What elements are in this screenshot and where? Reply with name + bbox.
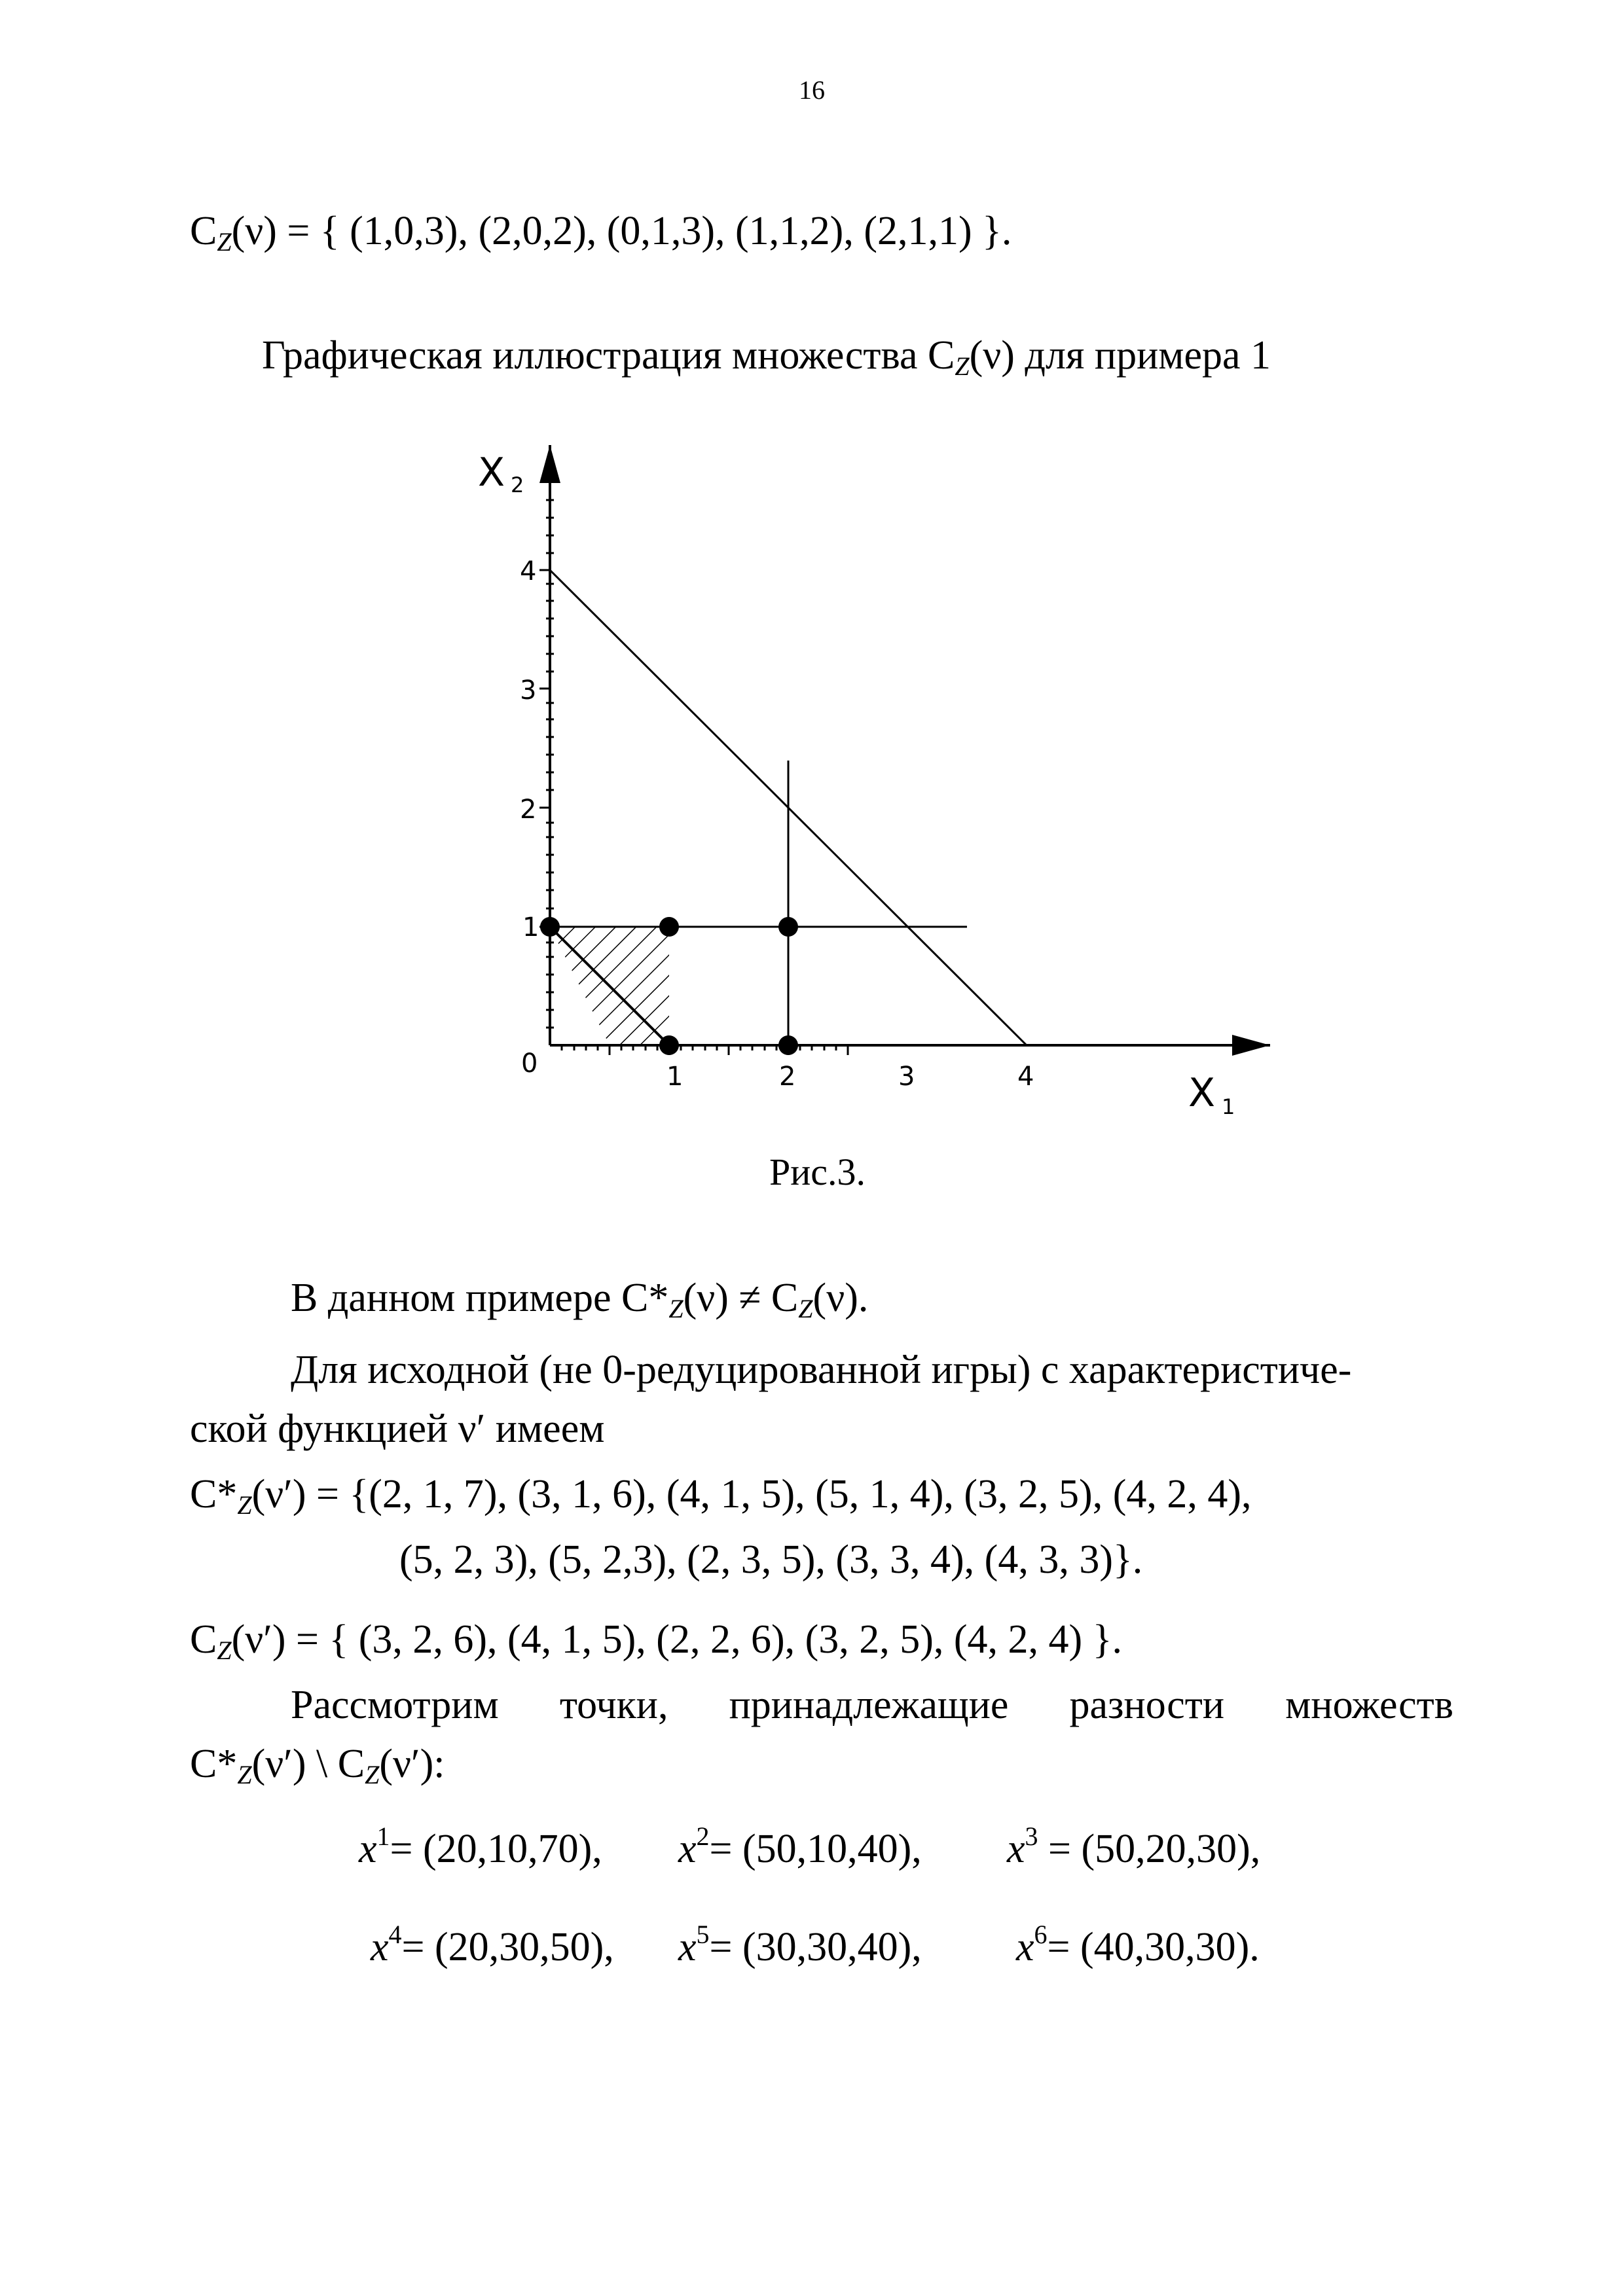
x6-var: x	[1016, 1925, 1034, 1969]
vector-x1	[359, 1821, 602, 1871]
x-tick-1: 1	[666, 1062, 684, 1092]
y-tick-2: 2	[520, 795, 537, 825]
figure-heading	[262, 333, 1271, 381]
point-2-0	[778, 1035, 798, 1055]
figure-caption: Рис.3.	[769, 1151, 866, 1193]
x2-sup: 2	[696, 1821, 710, 1851]
set-symbol: C	[190, 209, 217, 253]
y-tick-3: 3	[520, 675, 537, 706]
x4-var: x	[371, 1925, 389, 1969]
cz-elements: (ν′) = { (3, 2, 6), (4, 1, 5), (2, 2, 6), (3, 2, 5), (4, 2, 4) }.	[231, 1617, 1122, 1662]
point-1-1	[659, 917, 679, 937]
x2-value: = (50,10,40),	[709, 1827, 922, 1871]
x-tick-3: 3	[898, 1062, 915, 1092]
x-axis-label: X	[1188, 1070, 1216, 1116]
x3-sup: 3	[1025, 1821, 1038, 1851]
point-2-1	[778, 917, 798, 937]
p5-word-4: разности	[1069, 1683, 1225, 1727]
vector-x6	[1016, 1920, 1260, 1969]
x-axis-label-sub: 1	[1222, 1094, 1235, 1119]
p1-end: (ν).	[812, 1276, 869, 1320]
x5-var: x	[678, 1925, 697, 1969]
p5-mid: (ν′) \ C	[251, 1742, 365, 1786]
p5-cstar: C*	[190, 1742, 238, 1786]
set-elements: (ν) = { (1,0,3), (2,0,2), (0,1,3), (1,1,2), (2,1,1) }.	[231, 209, 1012, 253]
cz-v-prime-set	[190, 1617, 1122, 1665]
core-set-graph	[458, 432, 1309, 1139]
x-tick-2: 2	[779, 1062, 796, 1092]
c-star-subscript: Z	[237, 1490, 252, 1520]
core-set-equation	[190, 209, 1012, 257]
x6-value: = (40,30,30).	[1047, 1925, 1260, 1969]
c-star-elements-1: (ν′) = {(2, 1, 7), (3, 1, 6), (4, 1, 5), (5, 1, 4), (3, 2, 5), (4, 2, 4),	[251, 1472, 1252, 1516]
y-axis-label-sub: 2	[511, 473, 524, 497]
p5-sub2: Z	[365, 1760, 380, 1789]
p5-end: (ν′):	[379, 1742, 445, 1786]
set-subscript: Z	[217, 227, 232, 257]
p1-sub2: Z	[798, 1294, 813, 1323]
y-axis-label: X	[478, 450, 505, 495]
paragraph-comparison	[291, 1276, 869, 1323]
y-tick-4: 4	[520, 556, 537, 586]
heading-subscript: Z	[955, 351, 970, 381]
x2-var: x	[678, 1827, 697, 1871]
x3-value: = (50,20,30),	[1038, 1827, 1261, 1871]
vector-x3	[1007, 1821, 1261, 1871]
heading-text: Графическая иллюстрация множества C	[262, 333, 955, 378]
p5-sub1: Z	[237, 1760, 252, 1789]
p5-word-2: точки,	[559, 1683, 668, 1727]
vector-x5	[678, 1920, 922, 1969]
x1-var: x	[359, 1827, 377, 1871]
cz-subscript: Z	[217, 1636, 232, 1665]
p1-sub1: Z	[668, 1294, 684, 1323]
cz-symbol: C	[190, 1617, 217, 1662]
paragraph-difference-line2	[190, 1742, 445, 1789]
p5-word-1: Рассмотрим	[291, 1683, 499, 1727]
x4-value: = (20,30,50),	[401, 1925, 614, 1969]
vector-x4	[371, 1920, 614, 1969]
page-number: 16	[799, 75, 825, 105]
p5-word-3: принадлежащие	[729, 1683, 1009, 1727]
point-1-0	[659, 1035, 679, 1055]
paragraph-original-game-line2: ской функцией ν′ имеем	[190, 1407, 605, 1451]
p1-text: В данном примере C*	[291, 1276, 669, 1320]
heading-text-end: (ν) для примера 1	[969, 333, 1271, 378]
x3-var: x	[1007, 1827, 1025, 1871]
x1-value: = (20,10,70),	[390, 1827, 602, 1871]
x-axis-arrow	[1232, 1035, 1270, 1056]
paragraph-original-game-line1: Для исходной (не 0-редуцированной игры) с характеристиче-	[291, 1348, 1352, 1392]
p5-word-5: множеств	[1285, 1683, 1453, 1727]
c-star-set-line2: (5, 2, 3), (5, 2,3), (2, 3, 5), (3, 3, 4), (4, 3, 3)}.	[399, 1537, 1143, 1582]
vector-x2	[678, 1821, 922, 1871]
p1-mid: (ν) ≠ C	[683, 1276, 799, 1320]
paragraph-difference-line1	[291, 1685, 1453, 1725]
point-0-1	[540, 917, 560, 937]
x-tick-4: 4	[1017, 1062, 1034, 1092]
x4-sup: 4	[388, 1920, 402, 1949]
x6-sup: 6	[1034, 1920, 1048, 1949]
c-star-symbol: C*	[190, 1472, 238, 1516]
y-tick-1: 1	[522, 912, 539, 942]
x5-sup: 5	[696, 1920, 710, 1949]
c-star-set-line1	[190, 1472, 1252, 1520]
x5-value: = (30,30,40),	[709, 1925, 922, 1969]
x-tick-0: 0	[521, 1049, 538, 1079]
y-axis-arrow	[539, 445, 560, 483]
x1-sup: 1	[376, 1821, 390, 1851]
